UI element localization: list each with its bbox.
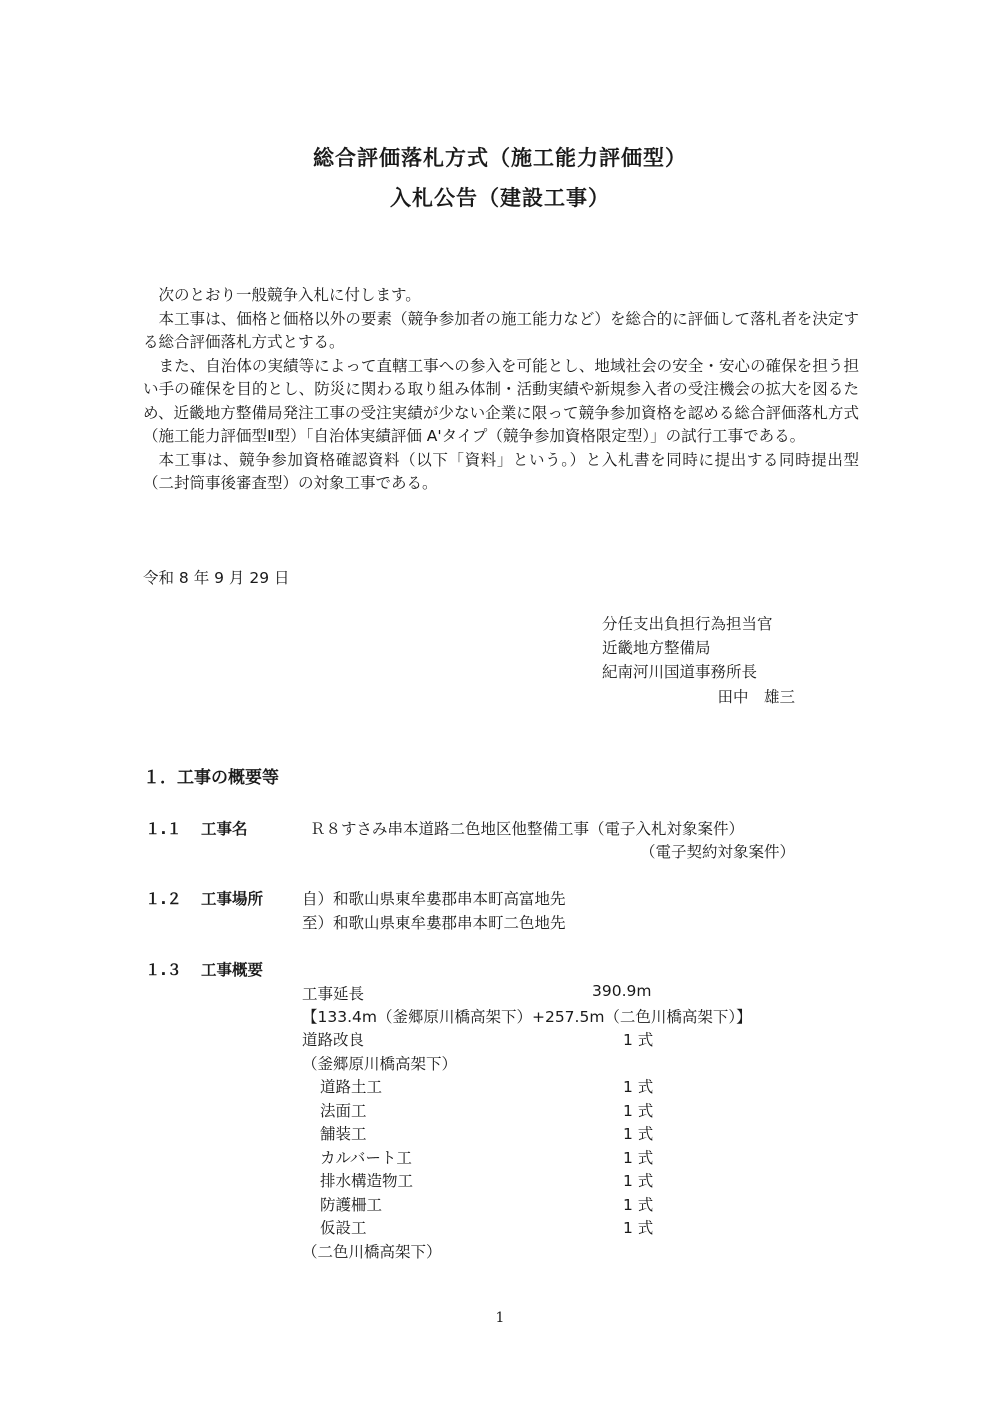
work-item-qty: 1 式	[623, 1149, 654, 1167]
location-to: 至）和歌山県東牟婁郡串本町二色地先	[302, 914, 566, 932]
issuer-title: 分任支出負担行為担当官	[602, 615, 773, 633]
intro-paragraph-4: 本工事は、競争参加資格確認資料（以下「資料」という。）と入札書を同時に提出する同時提出型（二封筒事後審査型）の対象工事である。	[143, 450, 859, 492]
item-number-1-2: １.２	[145, 890, 182, 908]
work-item-name: 排水構造物工	[320, 1172, 414, 1190]
document-subtitle: 入札公告（建設工事）	[390, 186, 610, 210]
main-work-item: 道路改良	[302, 1031, 365, 1049]
document-title: 総合評価落札方式（施工能力評価型）	[313, 146, 687, 170]
length-detail: 【133.4m（釜郷原川橋高架下）+257.5m（二色川橋高架下）】	[302, 1008, 752, 1026]
work-item-qty: 1 式	[623, 1078, 654, 1096]
work-item-qty: 1 式	[623, 1102, 654, 1120]
work-item-name: 仮設工	[320, 1219, 367, 1237]
work-item-qty: 1 式	[623, 1172, 654, 1190]
work-item-qty: 1 式	[623, 1219, 654, 1237]
work-item-name: 防護柵工	[320, 1196, 383, 1214]
length-label: 工事延長	[302, 985, 365, 1003]
main-work-qty: 1 式	[623, 1031, 654, 1049]
work-item-name: 道路土工	[320, 1078, 383, 1096]
item-label-project-name: 工事名	[201, 820, 248, 838]
length-value: 390.9m	[592, 982, 652, 1000]
work-item-name: 法面工	[320, 1102, 367, 1120]
item-number-1-3: １.３	[145, 961, 182, 979]
work-item-qty: 1 式	[623, 1125, 654, 1143]
location-from: 自）和歌山県東牟婁郡串本町高富地先	[302, 890, 566, 908]
issuer-name: 田中 雄三	[717, 688, 795, 706]
intro-paragraph-3: また、自治体の実績等によって直轄工事への参入を可能とし、地域社会の安全・安心の確保を担う担い手の確保を目的とし、防災に関わる取り組み体制・活動実績や新規参入者の受注機会の拡大を図るため、近畿地方整備局発注工事の受注実績が少ない企業に限って競争参加資格を認める総合評価落札方式（施工能力評価型Ⅱ型）「自治体実績評価 A'タイプ（競争参加資格限定型）」の試行工事である。	[143, 356, 859, 445]
item-label-location: 工事場所	[201, 890, 264, 908]
section-heading: １．工事の概要等	[143, 768, 279, 788]
item-label-overview: 工事概要	[201, 961, 264, 979]
notice-date: 令和 8 年 9 月 29 日	[143, 569, 290, 587]
intro-text	[143, 284, 859, 496]
issuer-office: 紀南河川国道事務所長	[602, 663, 758, 681]
work-item-name: カルバート工	[320, 1149, 412, 1167]
work-item-qty: 1 式	[623, 1196, 654, 1214]
project-name: Ｒ８すさみ串本道路二色地区他整備工事（電子入札対象案件）	[310, 820, 745, 838]
work-item-name: 舗装工	[320, 1125, 367, 1143]
project-name-note: （電子契約対象案件）	[639, 843, 795, 861]
intro-paragraph-1: 次のとおり一般競争入札に付します。	[158, 286, 421, 304]
item-number-1-1: １.１	[145, 820, 182, 838]
issuer-bureau: 近畿地方整備局	[602, 639, 711, 657]
page-number: 1	[495, 1310, 505, 1326]
intro-paragraph-2: 本工事は、価格と価格以外の要素（競争参加者の施工能力など）を総合的に評価して落札者を決定する総合評価落札方式とする。	[143, 309, 859, 351]
group-heading-2: （二色川橋高架下）	[302, 1243, 442, 1261]
group-heading-1: （釜郷原川橋高架下）	[302, 1055, 458, 1073]
